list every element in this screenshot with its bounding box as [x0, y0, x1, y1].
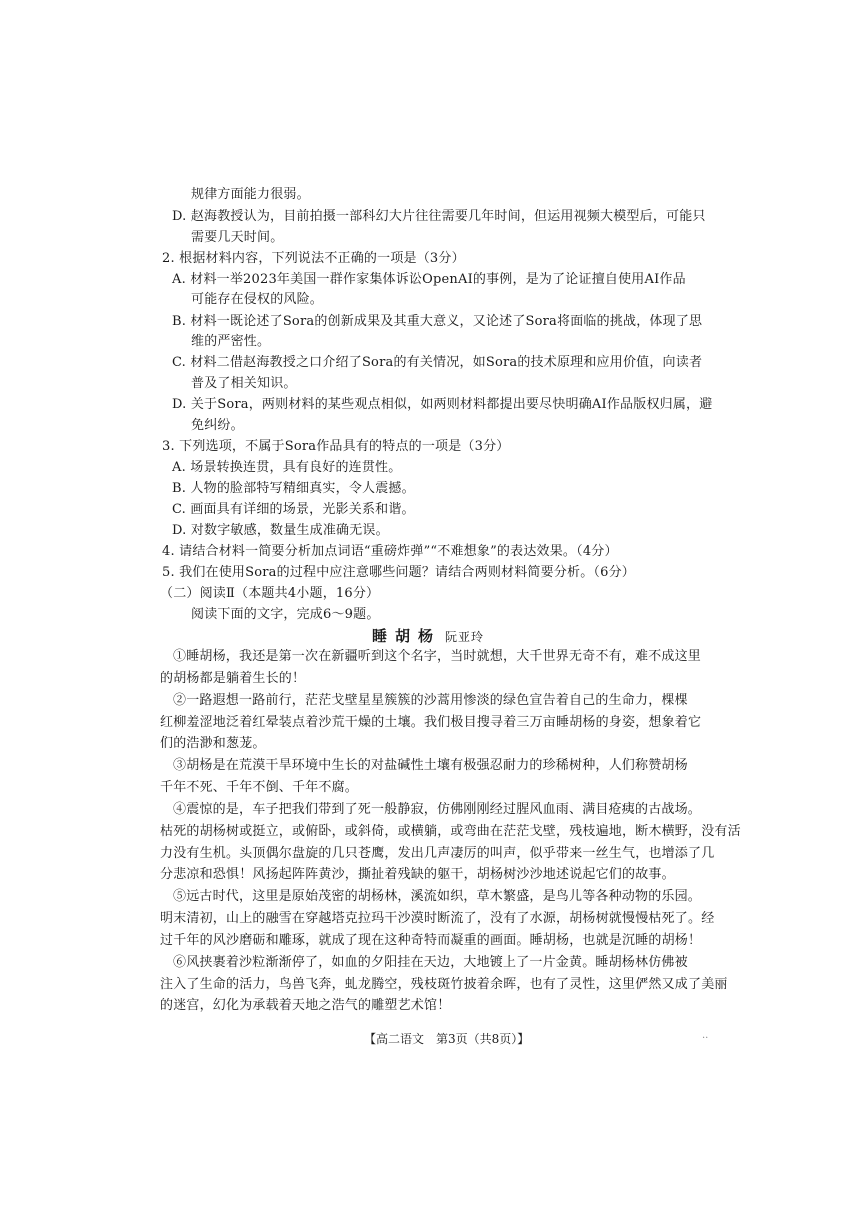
paragraph-line: ⑥风挟裹着沙粒渐渐停了，如血的夕阳挂在天边，大地镀上了一片金黄。睡胡杨林仿佛被	[173, 955, 688, 970]
paragraph-line: 分悲凉和恐惧！风扬起阵阵黄沙，撕扯着残缺的躯干，胡杨树沙沙地述说起它们的故事。	[160, 867, 675, 882]
passage-author: 阮亚玲	[445, 630, 485, 644]
paragraph-line: ④震惊的是，车子把我们带到了死一般静寂，仿佛刚刚经过腥风血雨、满目疮痍的古战场。	[173, 802, 702, 817]
option-a: A. 材料一举2023年美国一群作家集体诉讼OpenAI的事例，是为了论证擅自使用AI作品	[172, 272, 686, 287]
corner-mark: ..	[702, 1030, 709, 1041]
question-2: 2. 根据材料内容，下列说法不正确的一项是（3分）	[162, 251, 465, 266]
text-line: 规律方面能力很弱。	[191, 187, 310, 202]
paragraph-line: 的迷宫，幻化为承载着天地之浩气的雕塑艺术馆！	[160, 998, 451, 1013]
paragraph-line: ①睡胡杨，我还是第一次在新疆听到这个名字，当时就想，大千世界无奇不有，难不成这里	[173, 649, 702, 664]
question-5: 5. 我们在使用Sora的过程中应注意哪些问题？请结合两则材料简要分析。（6分）	[162, 565, 636, 580]
paragraph-line: ②一路遐想一路前行，茫茫戈壁星星簇簇的沙蒿用惨淡的绿色宣告着自己的生命力，棵棵	[173, 693, 688, 708]
option-d: D. 关于Sora，两则材料的某些观点相似，如两则材料都提出要尽快明确AI作品版权归属，避	[172, 397, 713, 412]
paragraph-line: 们的浩渺和葱茏。	[160, 736, 266, 751]
passage-title	[372, 625, 484, 646]
option-d: D. 赵海教授认为，目前拍摄一部科幻大片往往需要几年时间，但运用视频大模型后，可能只	[172, 209, 706, 224]
paragraph-line: 力没有生机。头顶偶尔盘旋的几只苍鹰，发出几声凄厉的叫声，似乎带来一丝生气，也增添了几	[160, 846, 715, 861]
paragraph-line: 明末清初，山上的融雪在穿越塔克拉玛干沙漠时断流了，没有了水源，胡杨树就慢慢枯死了。经	[160, 911, 715, 926]
text-line: 可能存在侵权的风险。	[191, 292, 324, 307]
paragraph-line: 过千年的风沙磨砺和雕琢，就成了现在这种奇特而凝重的画面。睡胡杨，也就是沉睡的胡杨！	[160, 933, 702, 948]
paragraph-line: 的胡杨都是躺着生长的！	[160, 671, 306, 686]
option-c: C. 材料二借赵海教授之口介绍了Sora的有关情况，如Sora的技术原理和应用价值，向读者	[172, 355, 703, 370]
text-line: 需要几天时间。	[191, 230, 284, 245]
paragraph-line: 注入了生命的活力，鸟兽飞奔，虬龙腾空，残枝斑竹披着余晖，也有了灵性，这里俨然又成了美丽	[160, 977, 728, 992]
text-line: 免纠纷。	[191, 418, 244, 433]
option-a: A. 场景转换连贯，具有良好的连贯性。	[172, 460, 402, 475]
passage-title-text: 睡胡杨	[372, 627, 442, 645]
paragraph-line: ③胡杨是在荒漠干旱环境中生长的对盐碱性土壤有极强忍耐力的珍稀树种，人们称赞胡杨	[173, 758, 688, 773]
option-c: C. 画面具有详细的场景，光影关系和谐。	[172, 502, 415, 517]
question-3: 3. 下列选项，不属于Sora作品具有的特点的一项是（3分）	[162, 439, 510, 454]
paragraph-line: 红柳羞涩地泛着红晕装点着沙荒干燥的土壤。我们极目搜寻着三万亩睡胡杨的身姿，想象着它	[160, 715, 702, 730]
text-line: 普及了相关知识。	[191, 376, 297, 391]
option-b: B. 人物的脸部特写精细真实，令人震撼。	[172, 481, 415, 496]
paragraph-line: 枯死的胡杨树或挺立，或俯卧，或斜倚，或横躺，或弯曲在茫茫戈壁，残枝遍地，断木横野，没有活	[160, 824, 741, 839]
text-line: 维的严密性。	[191, 334, 271, 349]
section-heading: （二）阅读Ⅱ（本题共4小题，16分）	[160, 586, 380, 601]
paragraph-line: 千年不死、千年不倒、千年不腐。	[160, 780, 359, 795]
paragraph-line: ⑤远古时代，这里是原始茂密的胡杨林，溪流如织，草木繁盛，是鸟儿等各种动物的乐园。	[173, 889, 702, 904]
page-footer: 【高二语文 第3页（共8页）】	[364, 1032, 530, 1046]
instruction: 阅读下面的文字，完成6～9题。	[191, 607, 380, 622]
option-b: B. 材料一既论述了Sora的创新成果及其重大意义，又论述了Sora将面临的挑战，体现了思	[172, 314, 703, 329]
option-d: D. 对数字敏感，数量生成准确无误。	[172, 523, 389, 538]
question-4: 4. 请结合材料一简要分析加点词语“重磅炸弹”“不难想象”的表达效果。（4分）	[162, 544, 618, 559]
